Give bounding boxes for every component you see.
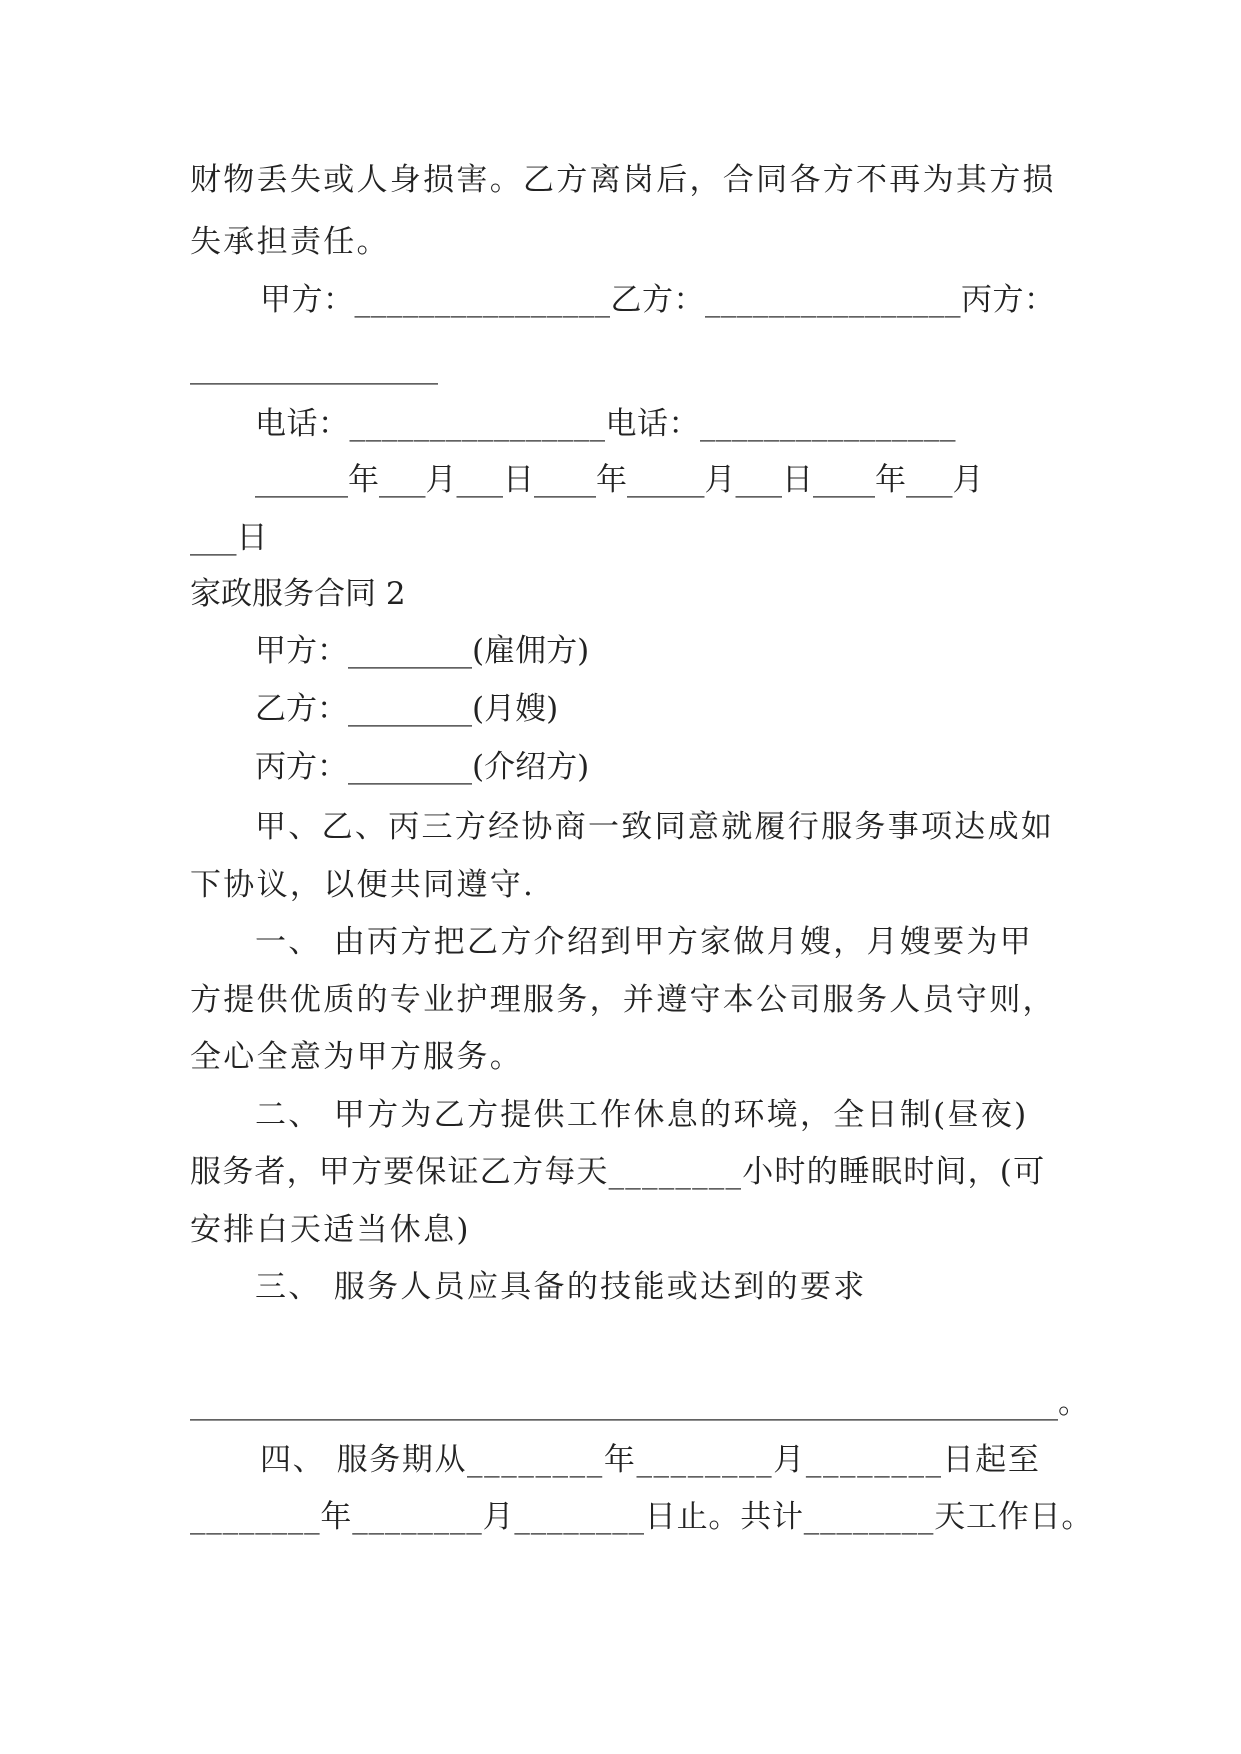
text-line: 下协议，以便共同遵守. bbox=[190, 867, 536, 903]
text-line: 方提供优质的专业护理服务，并遵守本公司服务人员守则， bbox=[190, 982, 1056, 1018]
text-line: 安排白天适当休息) bbox=[190, 1212, 471, 1248]
phone-line: 电话：________________电话：________________ bbox=[255, 406, 956, 442]
signature-line-parties: 甲方：________________乙方：________________丙方： bbox=[260, 282, 1056, 318]
text-line: 服务者，甲方要保证乙方每天________小时的睡眠时间，(可 bbox=[190, 1154, 1046, 1190]
text-line: ________年________月________日止。共计________天工作日。 bbox=[190, 1499, 1094, 1535]
section-title: 家政服务合同 2 bbox=[190, 576, 406, 612]
party-a-line: 甲方：________(雇佣方) bbox=[255, 633, 590, 669]
clause-2: 二、 甲方为乙方提供工作休息的环境，全日制(昼夜) bbox=[255, 1097, 1029, 1133]
text-line: 甲、乙、丙三方经协商一致同意就履行服务事项达成如 bbox=[255, 809, 1055, 845]
date-line: ______年___月___日____年_____月___日____年___月 bbox=[255, 462, 984, 498]
signature-line-blank: ________________ bbox=[190, 349, 438, 385]
text-line: 失承担责任。 bbox=[190, 224, 390, 260]
clause-1: 一、 由丙方把乙方介绍到甲方家做月嫂，月嫂要为甲 bbox=[255, 924, 1034, 960]
text-line: 全心全意为甲方服务。 bbox=[190, 1039, 523, 1075]
party-b-line: 乙方：________(月嫂) bbox=[255, 691, 559, 727]
party-c-line: 丙方：________(介绍方) bbox=[255, 749, 590, 785]
blank-answer-line: ________________________________________________________。 bbox=[190, 1385, 1089, 1421]
text-line: 财物丢失或人身损害。乙方离岗后，合同各方不再为其方损 bbox=[190, 162, 1056, 198]
clause-3: 三、 服务人员应具备的技能或达到的要求 bbox=[255, 1269, 867, 1305]
clause-4: 四、 服务期从________年________月________日起至 bbox=[260, 1442, 1041, 1478]
date-line-continued: ___日 bbox=[190, 520, 268, 556]
